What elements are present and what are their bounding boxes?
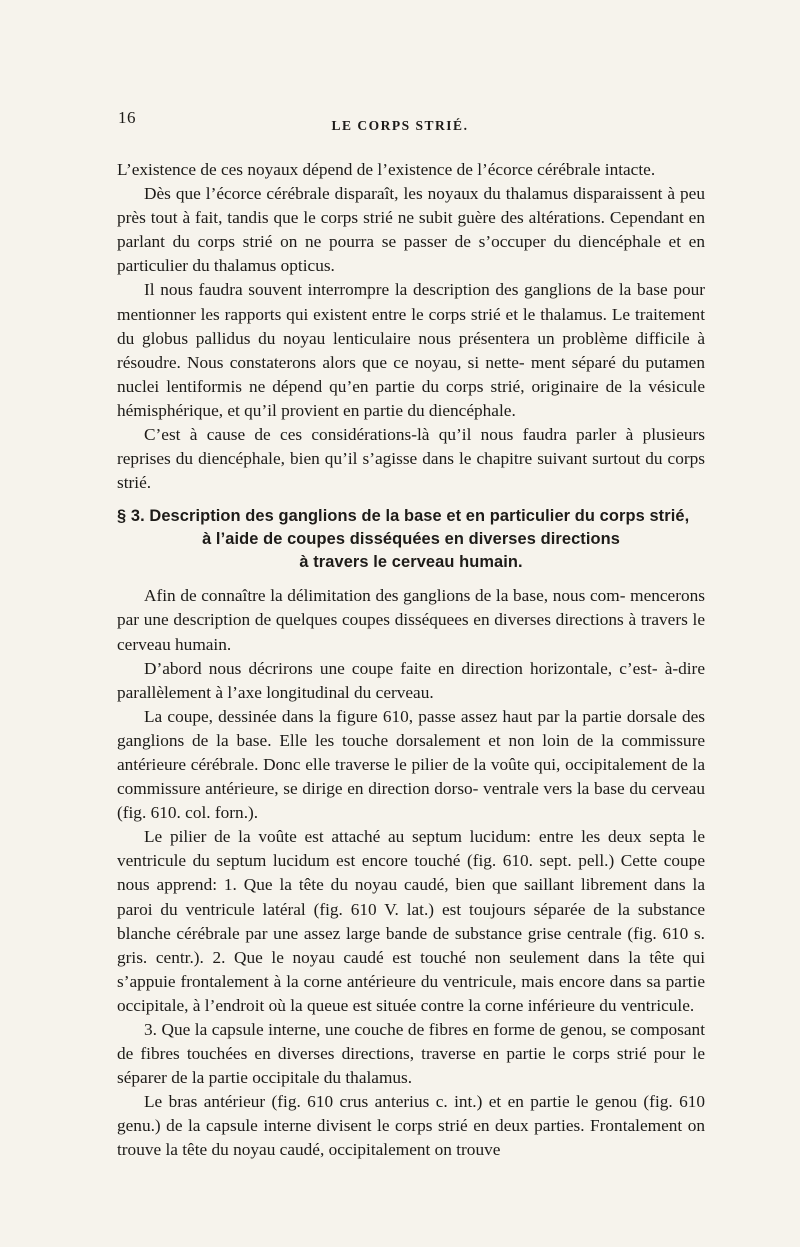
page-number: 16 — [118, 108, 136, 127]
paragraph: C’est à cause de ces considérations-là qu’il nous faudra parler à plusieurs reprises du diencéphale, bien qu’il s’agisse dans le chapitre suivant surtout du corps strié. — [117, 425, 705, 493]
section-heading-line-1: § 3. Description des ganglions de la base et en particulier du corps strié, — [117, 507, 690, 526]
paragraph: Le bras antérieur (fig. 610 crus anterius c. int.) et en partie le genou (fig. 610 genu.) de la capsule interne divisent le corps strié en deux parties. Frontalement on trouve la tête du noyau caudé, occipitalement on trouve — [117, 1092, 705, 1160]
paragraph: D’abord nous décrirons une coupe faite en direction horizontale, c’est- à-dire parallèlement à l’axe longitudinal du cerveau. — [117, 658, 705, 702]
paragraph: Dès que l’écorce cérébrale disparaît, les noyaux du thalamus disparaissent à peu près tout à fait, tandis que le corps strié ne subit guère des altérations. Cependant en parlant du corps strié on ne pourra se passer de s’occuper du diencéphale et en particulier du thalamus opticus. — [117, 184, 705, 276]
body-text — [117, 158, 705, 1163]
section-heading — [117, 505, 705, 574]
paragraph: Afin de connaître la délimitation des ganglions de la base, nous com- mencerons par une description de quelques coupes disséquees en diverses directions à travers le cerveau humain. — [117, 586, 705, 654]
section-heading-line-2: à l’aide de coupes disséquées en diverses directions — [202, 530, 620, 549]
paragraph: La coupe, dessinée dans la figure 610, passe assez haut par la partie dorsale des ganglions de la base. Elle les touche dorsalement et non loin de la commissure antérieure cérébrale. Donc elle traverse le pilier de la voûte qui, occipitalement de la commissure antérieure, se dirige en direction dorso- ventrale vers la base du cerveau (fig. 610. col. forn.). — [117, 706, 705, 823]
paragraph: 3. Que la capsule interne, une couche de fibres en forme de genou, se composant de fibres touchées en diverses directions, traverse en partie le corps strié pour le séparer de la partie occipitale du thalamus. — [117, 1020, 705, 1088]
paragraph: Le pilier de la voûte est attaché au septum lucidum: entre les deux septa le ventricule du septum lucidum est encore touché (fig. 610. sept. pell.) Cette coupe nous apprend: 1. Que la tête du noyau caudé, bien que saillant librement dans la paroi du ventricule latéral (fig. 610 V. lat.) est toujours séparée de la substance blanche cérébrale par une assez large bande de substance grise centrale (fig. 610 s. gris. centr.). 2. Que le noyau caudé est touché non seulement dans la tête qui s’appuie frontalement à la corne antérieure du ventricule, mais encore dans sa partie occipitale, à l’endroit où la queue est située contre la corne inférieure du ventricule. — [117, 827, 705, 1015]
paragraph: L’existence de ces noyaux dépend de l’existence de l’écorce cérébrale intacte. — [117, 160, 656, 179]
running-head: LE CORPS STRIÉ. — [331, 118, 469, 133]
section-heading-line-3: à travers le cerveau humain. — [299, 553, 523, 572]
paragraph: Il nous faudra souvent interrompre la description des ganglions de la base pour mentionner les rapports qui existent entre le corps strié et le thalamus. Le traitement du globus pallidus du noyau lenticulaire nous présentera un problème difficile à résoudre. Nous constaterons alors que ce noyau, si nette- ment séparé du putamen nuclei lentiformis ne dépend qu’en partie du corps strié, originaire de la vésicule hémisphérique, et qu’il provient en partie du diencéphale. — [117, 280, 705, 420]
